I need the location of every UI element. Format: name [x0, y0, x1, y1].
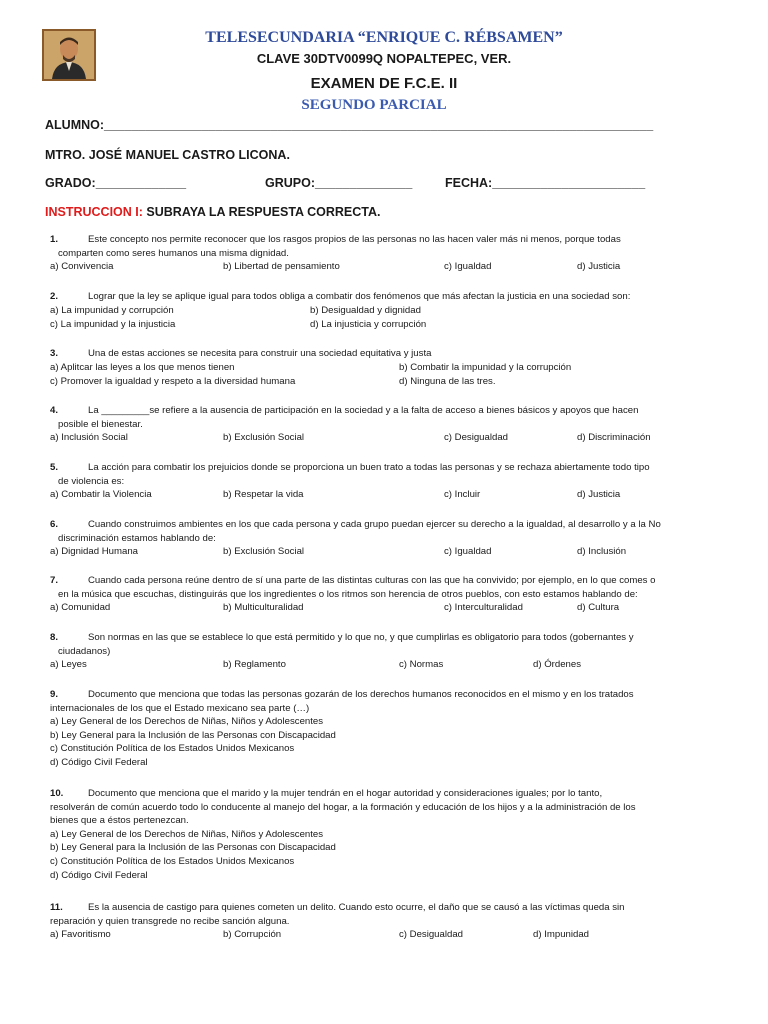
option-a[interactable]: a) Favoritismo	[50, 929, 111, 941]
option-c[interactable]: c) Promover la igualdad y respeto a la diversidad humana	[50, 375, 296, 387]
question-stem-cont: bienes que a éstos pertenezcan.	[50, 815, 189, 827]
question-5	[50, 461, 700, 502]
question-number: 4.	[50, 405, 59, 416]
question-stem: Son normas en las que se establece lo que está permitido y lo que no, y que cumplirlas es obligatorio para todos (gobernantes y	[88, 632, 634, 643]
option-a[interactable]: a) Combatir la Violencia	[50, 489, 152, 501]
question-stem: Es la ausencia de castigo para quienes cometen un delito. Cuando esto ocurre, el daño que se causó a las víctimas queda sin	[88, 902, 625, 913]
question-stem: Cuando construimos ambientes en los que cada persona y cada grupo puedan ejercer su derecho a la igualdad, al desarrollo y a la No	[88, 519, 661, 530]
option-a[interactable]: a) Ley General de los Derechos de Niñas, Niños y Adolescentes	[50, 828, 324, 840]
question-6	[50, 518, 700, 559]
option-b[interactable]: b) Ley General para la Inclusión de las Personas con Discapacidad	[50, 729, 336, 741]
exam-title: EXAMEN DE F.C.E. II	[310, 75, 458, 92]
option-a[interactable]: a) Aplitcar las leyes a los que menos tienen	[50, 361, 235, 373]
instruction	[45, 205, 380, 219]
option-d[interactable]: d) Cultura	[577, 602, 620, 614]
option-c[interactable]: c) Incluir	[444, 489, 481, 501]
question-number: 9.	[50, 689, 59, 700]
question-number: 6.	[50, 519, 59, 530]
student-name-field[interactable]: ALUMNO:_______________________________________________________________________________	[45, 118, 654, 132]
option-b[interactable]: b) Exclusión Social	[223, 546, 305, 558]
question-7	[50, 574, 700, 615]
option-b[interactable]: b) Exclusión Social	[223, 432, 305, 444]
question-10	[50, 787, 700, 882]
question-3	[50, 347, 700, 389]
option-c[interactable]: c) Constitución Política de los Estados Unidos Mexicanos	[50, 743, 295, 755]
question-number: 2.	[50, 291, 59, 302]
date-field[interactable]: FECHA:______________________	[445, 176, 646, 190]
question-stem-cont: posible el bienestar.	[58, 418, 143, 430]
option-b[interactable]: b) Desigualdad y dignidad	[310, 304, 421, 316]
question-stem: Una de estas acciones se necesita para construir una sociedad equitativa y justa	[88, 348, 432, 359]
question-number: 3.	[50, 348, 59, 359]
option-c[interactable]: c) Constitución Política de los Estados Unidos Mexicanos	[50, 855, 295, 867]
option-d[interactable]: d) Inclusión	[577, 546, 627, 558]
option-b[interactable]: b) Corrupción	[223, 929, 282, 941]
question-stem-cont: internacionales de los que el Estado mexicano sea parte (…)	[50, 702, 310, 714]
option-c[interactable]: c) Interculturalidad	[444, 602, 523, 614]
option-d[interactable]: d) Código Civil Federal	[50, 756, 148, 768]
option-a[interactable]: a) Dignidad Humana	[50, 546, 138, 558]
question-stem: La acción para combatir los prejuicios donde se proporciona un buen trato a todas las personas y se rechaza abiertamente todo tipo	[88, 462, 650, 473]
teacher-name: MTRO. JOSÉ MANUEL CASTRO LICONA.	[45, 148, 290, 162]
option-a[interactable]: a) Inclusión Social	[50, 432, 128, 444]
option-d[interactable]: d) Código Civil Federal	[50, 869, 148, 881]
option-b[interactable]: b) Reglamento	[223, 659, 286, 671]
question-stem: La _________se refiere a la ausencia de participación en la sociedad y a la falta de acceso a bienes básicos y apoyos que hacen	[88, 405, 639, 416]
question-stem: Documento que menciona que el marido y la mujer tendrán en el hogar autoridad y consideraciones iguales; por lo tanto,	[88, 788, 603, 799]
option-d[interactable]: d) Ninguna de las tres.	[399, 375, 496, 387]
question-number: 8.	[50, 632, 59, 643]
question-8	[50, 631, 700, 672]
option-a[interactable]: a) Ley General de los Derechos de Niñas, Niños y Adolescentes	[50, 716, 324, 728]
question-4	[50, 404, 700, 445]
question-1	[50, 233, 700, 274]
question-number: 11.	[50, 902, 63, 913]
option-a[interactable]: a) Comunidad	[50, 602, 111, 614]
question-stem-cont: en la música que escuchas, distinguirás que los ingredientes o los ritmos son herencia de otros pueblos, con esto estamos hablando de:	[58, 588, 638, 600]
question-number: 10.	[50, 788, 64, 799]
question-number: 7.	[50, 575, 59, 586]
question-stem-cont: resolverán de común acuerdo todo lo conducente al manejo del hogar, a la formación y educación de los hijos y a la administración de los	[50, 801, 636, 813]
option-c[interactable]: c) Igualdad	[444, 261, 492, 273]
option-d[interactable]: d) Justicia	[577, 261, 621, 273]
option-c[interactable]: c) Igualdad	[444, 546, 492, 558]
option-c[interactable]: c) Desigualdad	[444, 432, 508, 444]
group-field[interactable]: GRUPO:______________	[265, 176, 413, 190]
option-b[interactable]: b) Multiculturalidad	[223, 602, 304, 614]
option-b[interactable]: b) Respetar la vida	[223, 489, 304, 501]
option-c[interactable]: c) Normas	[399, 659, 444, 671]
option-b[interactable]: b) Combatir la impunidad y la corrupción	[399, 361, 572, 373]
option-d[interactable]: d) La injusticia y corrupción	[310, 318, 427, 330]
option-a[interactable]: a) La impunidad y corrupción	[50, 304, 174, 316]
option-c[interactable]: c) Desigualdad	[399, 929, 463, 941]
question-stem-cont: de violencia es:	[58, 475, 125, 487]
school-clave: CLAVE 30DTV0099Q NOPALTEPEC, VER.	[256, 51, 512, 66]
option-b[interactable]: b) Libertad de pensamiento	[223, 261, 340, 273]
grade-field[interactable]: GRADO:_____________	[45, 176, 187, 190]
question-stem-cont: reparación y quien transgrede no recibe sanción alguna.	[50, 915, 290, 927]
option-d[interactable]: d) Justicia	[577, 489, 621, 501]
question-stem-cont: comparten como seres humanos una misma dignidad.	[58, 247, 289, 259]
question-stem: Lograr que la ley se aplique igual para todos obliga a combatir dos fenómenos que más afectan la justicia en una sociedad son:	[88, 291, 631, 302]
question-9	[50, 688, 700, 770]
question-2	[50, 290, 700, 332]
question-stem: Documento que menciona que todas las personas gozarán de los derechos humanos reconocidos en el mismo y en los tratados	[88, 689, 634, 700]
question-number: 1.	[50, 234, 59, 245]
option-a[interactable]: a) Convivencia	[50, 261, 114, 273]
instruction-label: INSTRUCCION I:	[45, 205, 143, 219]
question-stem: Cuando cada persona reúne dentro de sí una parte de las distintas culturas con las que ha convivido; por ejemplo, en lo que comes o	[88, 575, 656, 586]
instruction-text: SUBRAYA LA RESPUESTA CORRECTA.	[142, 205, 381, 219]
option-a[interactable]: a) Leyes	[50, 659, 87, 671]
question-stem-cont: discriminación estamos hablando de:	[58, 532, 216, 544]
option-c[interactable]: c) La impunidad y la injusticia	[50, 318, 176, 330]
option-d[interactable]: d) Discriminación	[577, 432, 651, 444]
question-number: 5.	[50, 462, 59, 473]
option-d[interactable]: d) Impunidad	[533, 929, 589, 941]
option-d[interactable]: d) Órdenes	[533, 659, 581, 671]
school-name: TELESECUNDARIA “ENRIQUE C. RÉBSAMEN”	[205, 29, 563, 46]
question-stem: Este concepto nos permite reconocer que los rasgos propios de las personas no las hacen valer más ni menos, porque todas	[88, 234, 621, 245]
question-11	[50, 901, 700, 942]
exam-period: SEGUNDO PARCIAL	[301, 97, 447, 113]
option-b[interactable]: b) Ley General para la Inclusión de las Personas con Discapacidad	[50, 842, 336, 854]
question-stem-cont: ciudadanos)	[58, 645, 111, 657]
